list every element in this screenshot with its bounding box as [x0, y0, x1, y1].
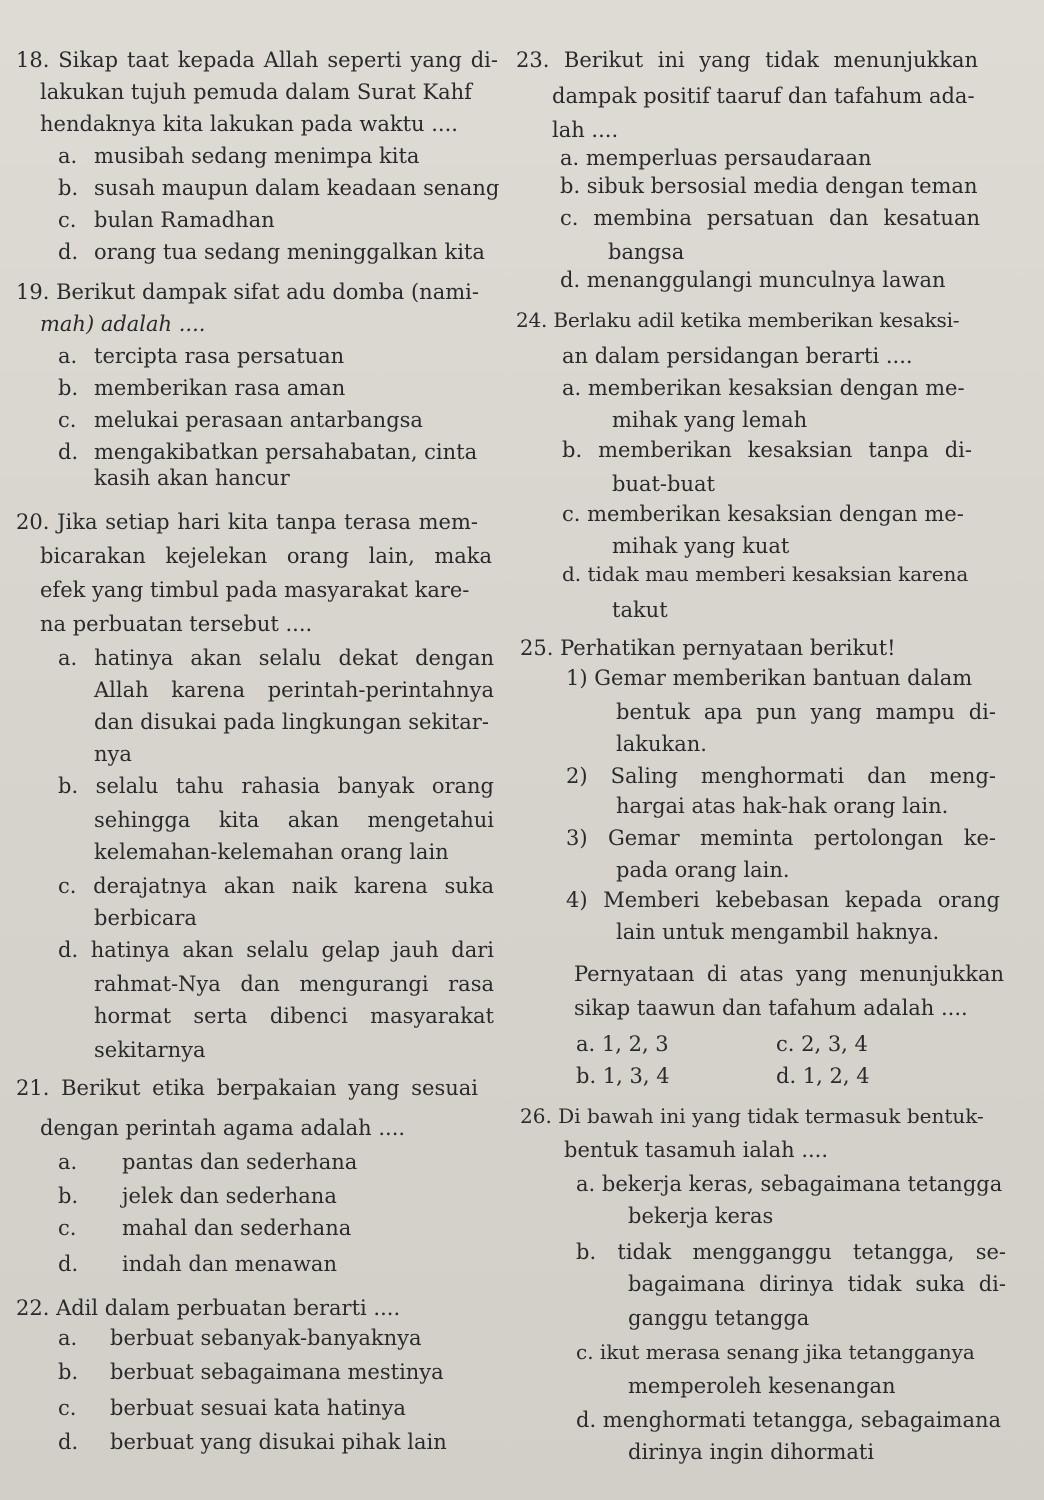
- q23-line-1: 23. Berikut ini yang tidak menunjukkan: [516, 48, 978, 72]
- q26-option-a-1: a. bekerja keras, sebagaimana tetangga: [576, 1172, 1003, 1196]
- q23-option-a: a. memperluas persaudaraan: [560, 146, 872, 170]
- q21-option-c: c. mahal dan sederhana: [58, 1216, 352, 1240]
- q18-option-a: a. musibah sedang menimpa kita: [58, 144, 420, 168]
- q26-option-c-1: c. ikut merasa senang jika tetangganya: [576, 1340, 975, 1364]
- q18-option-d: d. orang tua sedang meninggalkan kita: [58, 240, 485, 264]
- q19-option-d: d. mengakibatkan persahabatan, cinta: [58, 440, 478, 464]
- q24-option-a-2: mihak yang lemah: [612, 408, 808, 432]
- q20-option-b-2: sehingga kita akan mengetahui: [94, 808, 494, 832]
- q20-option-a-3: dan disukai pada lingkungan sekitar-: [94, 710, 489, 734]
- q25-stem-1: Pernyataan di atas yang menunjukkan: [574, 962, 1004, 986]
- q26-line-1: 26. Di bawah ini yang tidak termasuk bentuk-: [520, 1104, 984, 1128]
- q20-option-c-2: berbicara: [94, 906, 197, 930]
- q20-option-a-2: Allah karena perintah-perintahnya: [94, 678, 494, 702]
- q19-option-c: c. melukai perasaan antarbangsa: [58, 408, 423, 432]
- q25-statement-2-1: 2) Saling menghormati dan meng-: [566, 764, 996, 788]
- q25-statement-4-1: 4) Memberi kebebasan kepada orang: [566, 888, 1000, 912]
- q25-stem-2: sikap taawun dan tafahum adalah ....: [574, 996, 968, 1020]
- q21-option-d: d. indah dan menawan: [58, 1252, 337, 1276]
- q24-option-c-1: c. memberikan kesaksian dengan me-: [562, 502, 964, 526]
- q20-option-b-1: b. selalu tahu rahasia banyak orang: [58, 774, 494, 798]
- q24-option-a-1: a. memberikan kesaksian dengan me-: [562, 376, 965, 400]
- q20-line-4: na perbuatan tersebut ....: [40, 612, 313, 636]
- q19-option-d-cont: kasih akan hancur: [94, 466, 290, 490]
- q18-line-2: lakukan tujuh pemuda dalam Surat Kahf: [40, 80, 472, 104]
- q22-option-c: c. berbuat sesuai kata hatinya: [58, 1396, 406, 1420]
- q21-option-a: a. pantas dan sederhana: [58, 1150, 358, 1174]
- q25-statement-3-2: pada orang lain.: [616, 858, 790, 882]
- q23-option-d: d. menanggulangi munculnya lawan: [560, 268, 946, 292]
- q23-option-c-1: c. membina persatuan dan kesatuan: [560, 206, 980, 230]
- q20-option-c-1: c. derajatnya akan naik karena suka: [58, 874, 494, 898]
- q25-statement-4-2: lain untuk mengambil haknya.: [616, 920, 940, 944]
- q20-option-d-2: rahmat-Nya dan mengurangi rasa: [94, 972, 494, 996]
- q22-option-a: a. berbuat sebanyak-banyaknya: [58, 1326, 422, 1350]
- q25-statement-2-2: hargai atas hak-hak orang lain.: [616, 794, 949, 818]
- q25-option-b: b. 1, 3, 4: [576, 1064, 670, 1088]
- q24-line-1: 24. Berlaku adil ketika memberikan kesaksi-: [516, 308, 960, 332]
- q20-option-d-4: sekitarnya: [94, 1038, 206, 1062]
- q25-option-a: a. 1, 2, 3: [576, 1032, 669, 1056]
- q25-statement-3-1: 3) Gemar meminta pertolongan ke-: [566, 826, 996, 850]
- q26-option-c-2: memperoleh kesenangan: [628, 1374, 896, 1398]
- q24-option-d-2: takut: [612, 598, 668, 622]
- q18-line-3: hendaknya kita lakukan pada waktu ....: [40, 112, 458, 136]
- q20-line-2: bicarakan kejelekan orang lain, maka: [40, 544, 492, 568]
- q23-option-b: b. sibuk bersosial media dengan teman: [560, 174, 978, 198]
- q26-option-d-1: d. menghormati tetangga, sebagaimana: [576, 1408, 1002, 1432]
- q24-option-b-1: b. memberikan kesaksian tanpa di-: [562, 438, 972, 462]
- q24-line-2: an dalam persidangan berarti ....: [562, 344, 913, 368]
- q18-line-1: 18. Sikap taat kepada Allah seperti yang di-: [16, 48, 498, 72]
- q23-option-c-2: bangsa: [608, 240, 685, 264]
- q21-option-b: b. jelek dan sederhana: [58, 1184, 337, 1208]
- q24-option-b-2: buat-buat: [612, 472, 715, 496]
- q19-line-1: 19. Berikut dampak sifat adu domba (nami-: [16, 280, 479, 304]
- q26-option-a-2: bekerja keras: [628, 1204, 774, 1228]
- q20-option-d-1: d. hatinya akan selalu gelap jauh dari: [58, 938, 494, 962]
- q26-option-b-3: ganggu tetangga: [628, 1306, 810, 1330]
- q26-line-2: bentuk tasamuh ialah ....: [564, 1138, 829, 1162]
- q24-option-c-2: mihak yang kuat: [612, 534, 790, 558]
- q20-option-a-1: a. hatinya akan selalu dekat dengan: [58, 646, 494, 670]
- q20-line-3: efek yang timbul pada masyarakat kare-: [40, 578, 470, 602]
- q24-option-d-1: d. tidak mau memberi kesaksian karena: [562, 562, 969, 586]
- q18-option-b: b. susah maupun dalam keadaan senang: [58, 176, 500, 200]
- q21-line-2: dengan perintah agama adalah ....: [40, 1116, 406, 1140]
- q20-option-d-3: hormat serta dibenci masyarakat: [94, 1004, 494, 1028]
- q20-option-a-4: nya: [94, 742, 132, 766]
- q23-line-2: dampak positif taaruf dan tafahum ada-: [552, 84, 975, 108]
- q26-option-b-1: b. tidak mengganggu tetangga, se-: [576, 1240, 1006, 1264]
- q19-option-b: b. memberikan rasa aman: [58, 376, 346, 400]
- q21-line-1: 21. Berikut etika berpakaian yang sesuai: [16, 1076, 478, 1100]
- q25-line-1: 25. Perhatikan pernyataan berikut!: [520, 636, 896, 660]
- q25-option-c: c. 2, 3, 4: [776, 1032, 868, 1056]
- q23-line-3: lah ....: [552, 118, 619, 142]
- q19-option-a: a. tercipta rasa persatuan: [58, 344, 345, 368]
- q18-option-c: c. bulan Ramadhan: [58, 208, 275, 232]
- q19-line-2: mah) adalah ....: [40, 312, 206, 336]
- q26-option-d-2: dirinya ingin dihormati: [628, 1440, 875, 1464]
- q25-statement-1-3: lakukan.: [616, 732, 707, 756]
- q22-line-1: 22. Adil dalam perbuatan berarti ....: [16, 1296, 401, 1320]
- q25-statement-1-1: 1) Gemar memberikan bantuan dalam: [566, 666, 973, 690]
- q22-option-b: b. berbuat sebagaimana mestinya: [58, 1360, 444, 1384]
- q25-statement-1-2: bentuk apa pun yang mampu di-: [616, 700, 996, 724]
- q20-option-b-3: kelemahan-kelemahan orang lain: [94, 840, 449, 864]
- q22-option-d: d. berbuat yang disukai pihak lain: [58, 1430, 447, 1454]
- q20-line-1: 20. Jika setiap hari kita tanpa terasa mem-: [16, 510, 478, 534]
- q26-option-b-2: bagaimana dirinya tidak suka di-: [628, 1272, 1006, 1296]
- q25-option-d: d. 1, 2, 4: [776, 1064, 870, 1088]
